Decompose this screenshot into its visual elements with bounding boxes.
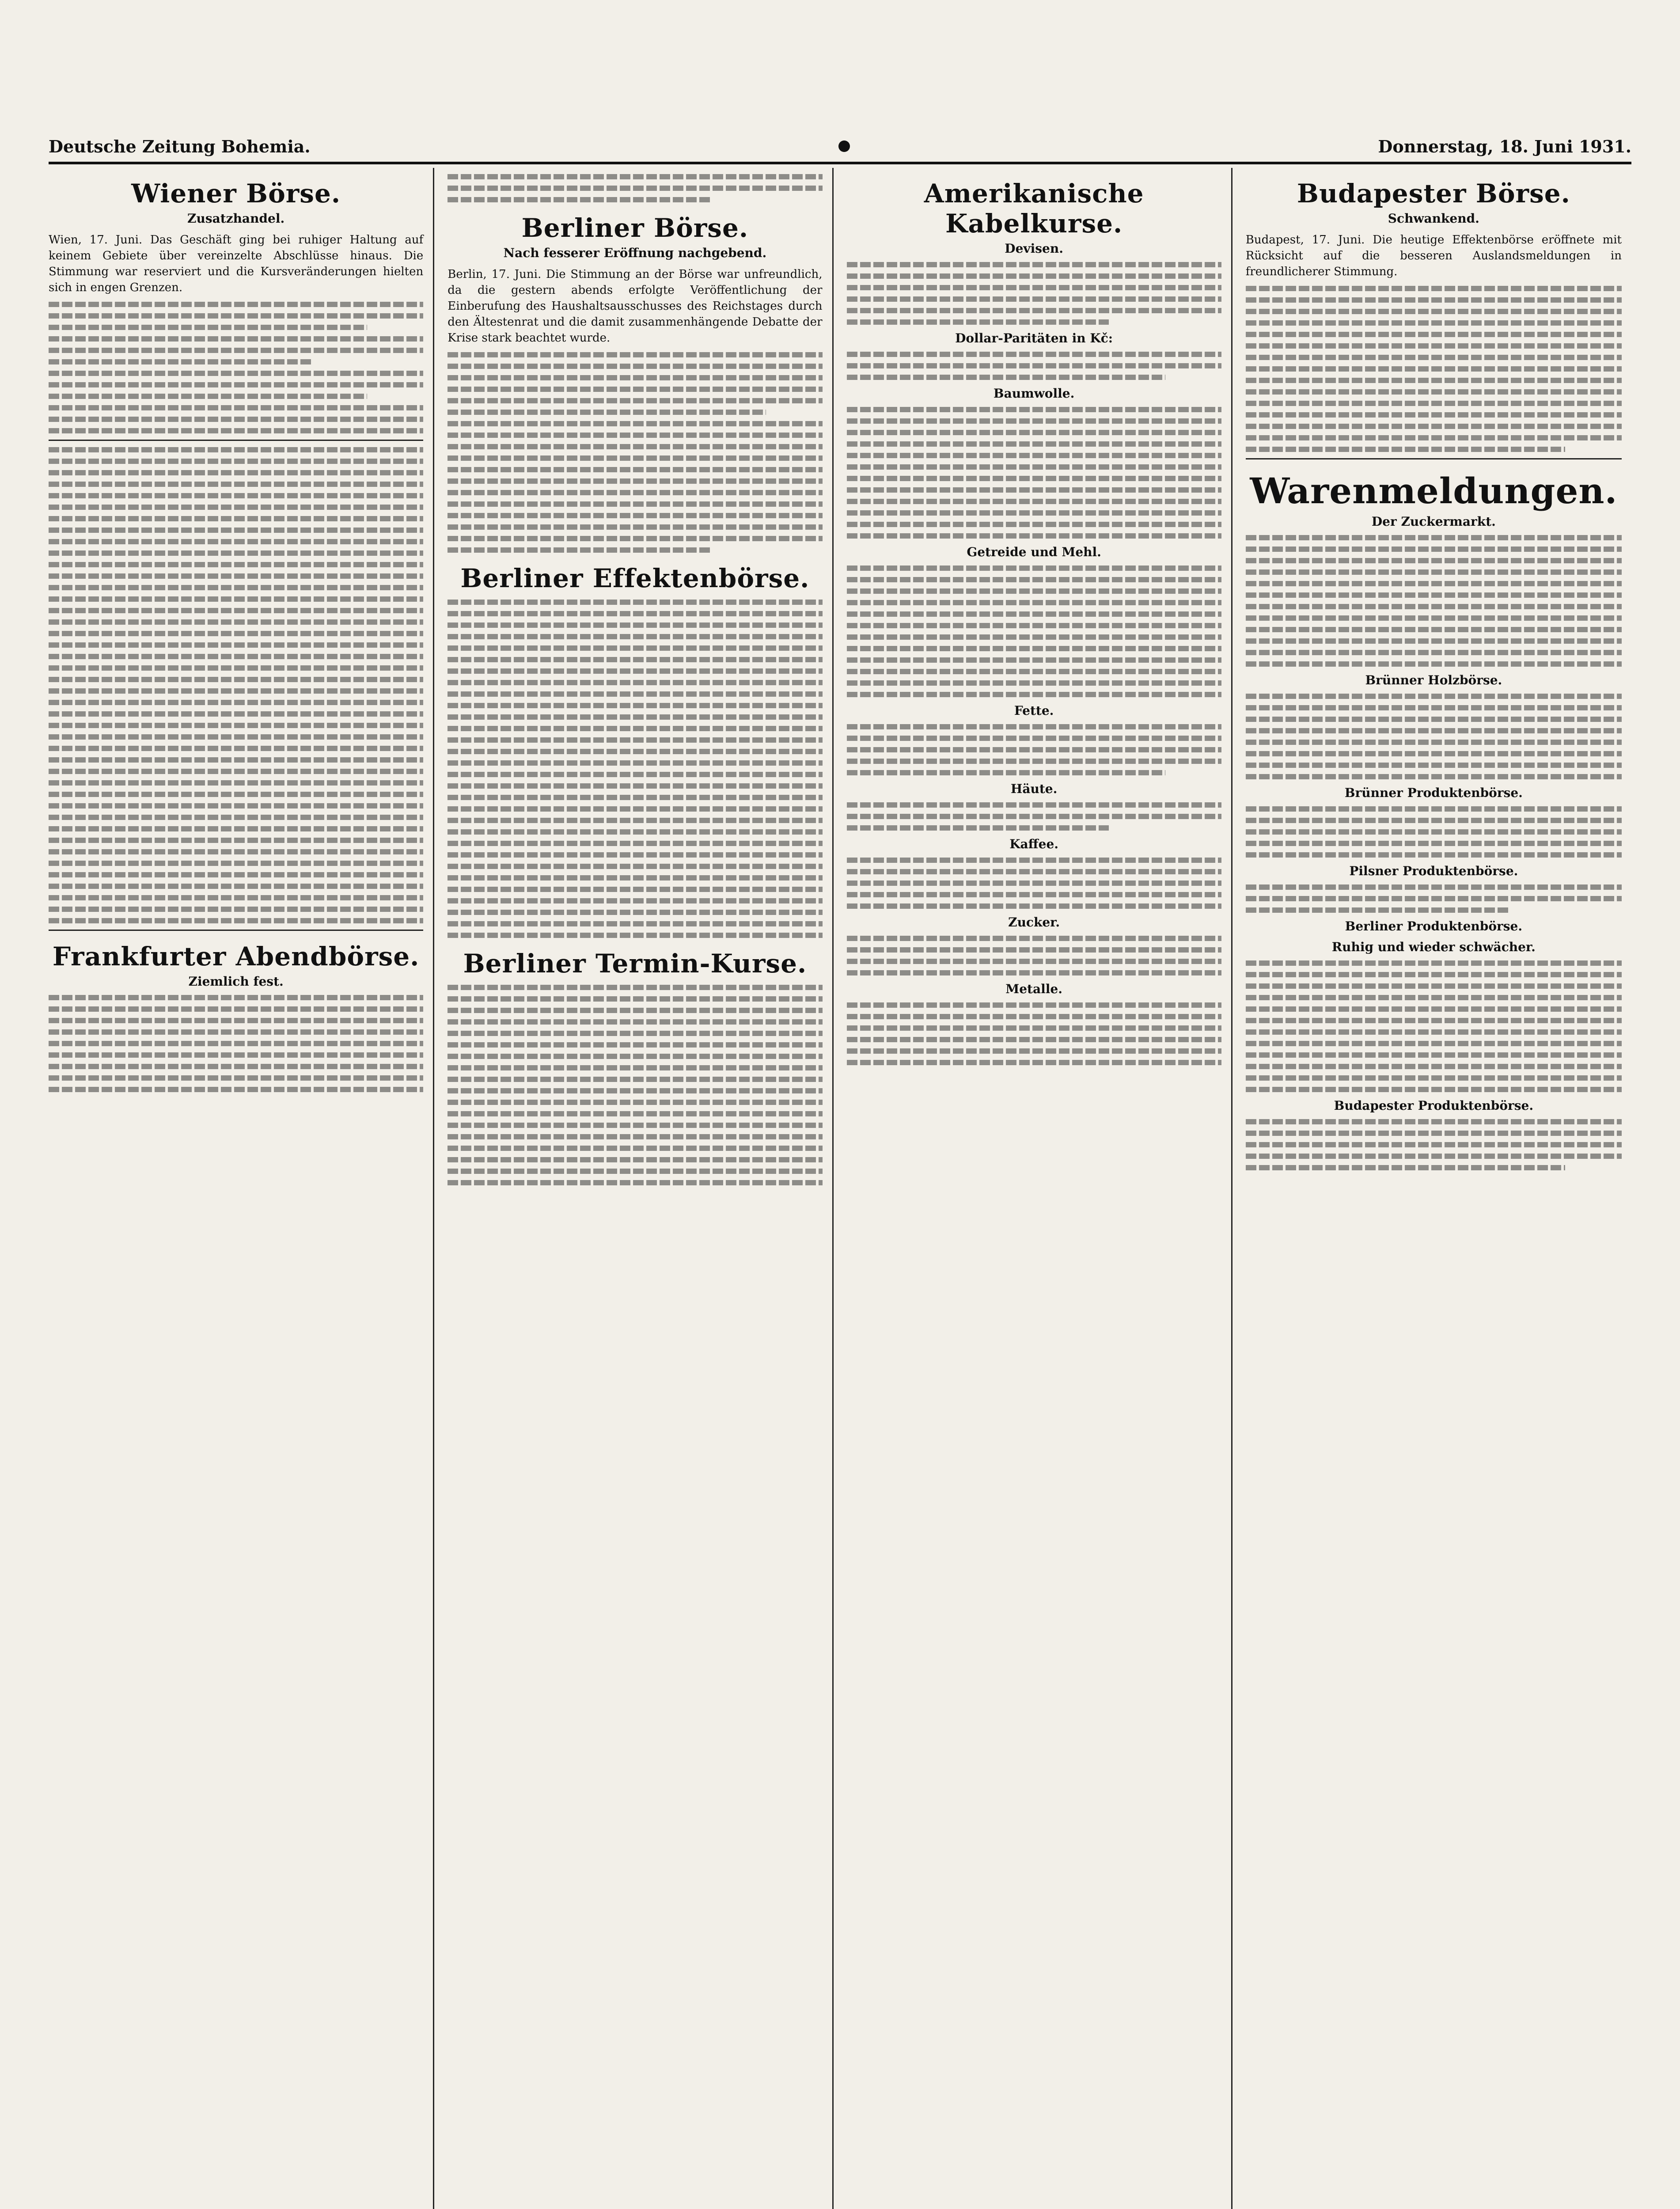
heading-warenmeldungen: Warenmeldungen.	[1250, 470, 1618, 512]
subheading-brunner-holzboerse: Brünner Holzbörse.	[1365, 673, 1502, 687]
article-wien: Wien, 17. Juni. Das Geschäft ging bei ruhiger Haltung auf keinem Gebiete über vereinzelte Abschlüsse hinaus. Die Stimmung war reserviert und die Kursveränderungen hielten sich in engen Grenzen.	[49, 233, 424, 294]
subheading-zuckermarkt: Der Zuckermarkt.	[1371, 514, 1496, 529]
subheading-zucker: Zucker.	[1008, 915, 1060, 930]
zuckermarkt-text	[1246, 535, 1622, 667]
pilsner-produkten-text	[1246, 884, 1622, 913]
subheading-ruhig-schwaecher: Ruhig und wieder schwächer.	[1331, 940, 1536, 954]
heading-berliner-termin-kurse: Berliner Termin-Kurse.	[463, 949, 807, 979]
columns	[49, 168, 1631, 2209]
subheading-getreide-und-mehl: Getreide und Mehl.	[967, 545, 1101, 559]
subheading-pilsner-produktenboerse: Pilsner Produktenbörse.	[1349, 864, 1518, 878]
dollar-paritaeten-text	[847, 352, 1221, 380]
center-dot	[838, 140, 850, 152]
baumwolle-text	[847, 407, 1221, 539]
subheading-berlin: Nach fesserer Eröffnung nachgebend.	[503, 246, 767, 260]
subheading-haeute: Häute.	[1010, 782, 1058, 796]
subheading-metalle: Metalle.	[1005, 982, 1062, 996]
metalle-text	[847, 1002, 1221, 1065]
devisen-text	[847, 262, 1221, 325]
holzboerse-text	[1246, 694, 1622, 779]
paper-name: Deutsche Zeitung Bohemia.	[49, 136, 311, 156]
kaffee-text	[847, 858, 1221, 909]
column-3	[847, 168, 1233, 2209]
wiener-kurse-table	[49, 447, 423, 923]
subheading-berliner-produktenboerse: Berliner Produktenbörse.	[1345, 919, 1523, 934]
heading-berliner-boerse: Berliner Börse.	[521, 213, 749, 243]
subheading-devisen: Devisen.	[1005, 241, 1063, 256]
fette-text	[847, 724, 1221, 775]
issue-date: Donnerstag, 18. Juni 1931.	[1378, 136, 1631, 156]
heading-amerikanische-kabelkurse: Amerikanische Kabelkurse.	[924, 178, 1144, 239]
zucker-text	[847, 936, 1221, 975]
subheading-zusatzhandel: Zusatzhandel.	[187, 211, 285, 226]
berliner-effekten-table	[447, 600, 822, 938]
berliner-termin-table	[447, 985, 822, 1185]
heading-wiener-boerse: Wiener Börse.	[131, 178, 341, 209]
column-2-top-continuation	[447, 174, 822, 202]
article-berlin-continued	[447, 352, 822, 553]
subheading-ziemlich-fest: Ziemlich fest.	[188, 974, 284, 989]
subheading-brunner-produktenboerse: Brünner Produktenbörse.	[1344, 786, 1523, 800]
column-4	[1246, 168, 1631, 2209]
subheading-baumwolle: Baumwolle.	[993, 386, 1075, 401]
subheading-fette: Fette.	[1014, 703, 1054, 718]
subheading-schwankend: Schwankend.	[1388, 211, 1479, 226]
subheading-kaffee: Kaffee.	[1009, 837, 1059, 851]
article-frankfurt	[49, 995, 423, 1092]
masthead	[49, 131, 1631, 164]
budapester-produkten-text	[1246, 1119, 1622, 1170]
berliner-produkten-text	[1246, 960, 1622, 1092]
article-budapest: Budapest, 17. Juni. Die heutige Effektenbörse eröffnete mit Rücksicht auf die besseren Auslandsmeldungen in freundlicherer Stimmung.	[1245, 233, 1622, 278]
subheading-dollar-paritaeten: Dollar-Paritäten in Kč:	[955, 331, 1113, 345]
heading-berliner-effektenboerse: Berliner Effektenbörse.	[460, 563, 810, 593]
subheading-budapester-produktenboerse: Budapester Produktenbörse.	[1334, 1098, 1534, 1113]
heading-budapester-boerse: Budapester Börse.	[1297, 178, 1570, 209]
brunner-produkten-text	[1246, 806, 1622, 858]
getreide-text	[847, 566, 1221, 697]
column-1	[49, 168, 434, 2209]
haeute-text	[847, 802, 1221, 831]
column-2	[447, 168, 833, 2209]
heading-frankfurter-abendboerse: Frankfurter Abendbörse.	[52, 941, 420, 972]
article-wien-continued	[49, 302, 423, 433]
article-berlin: Berlin, 17. Juni. Die Stimmung an der Börse war unfreundlich, da die gestern abends erfolgte Veröffentlichung der Einberufung des Haushaltsausschusses des Reichstages durch den Ältestenrat und die damit zusammenhängende Debatte der Krise stark beachtet wurde.	[447, 268, 823, 345]
article-budapest-continued	[1246, 286, 1622, 452]
